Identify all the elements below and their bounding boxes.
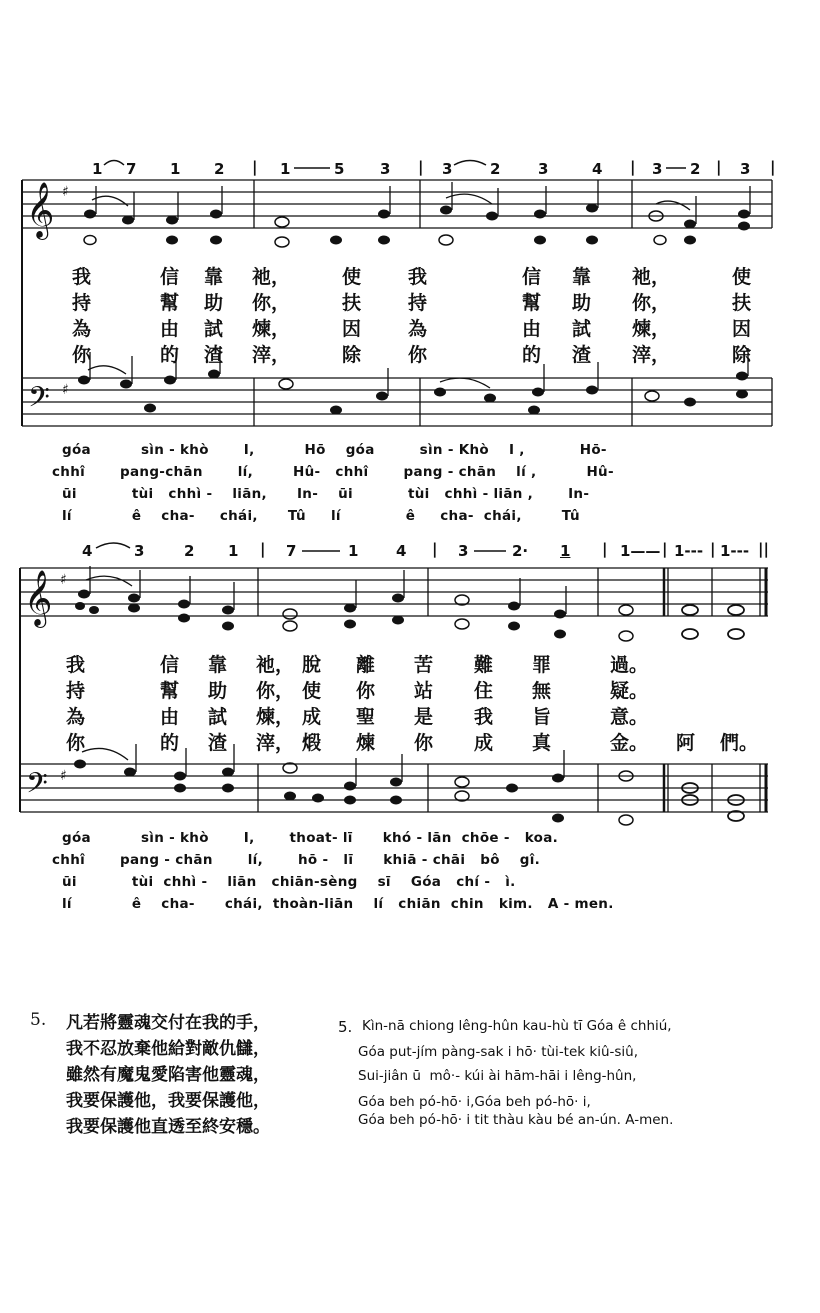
svg-text:𝄞: 𝄞 [26, 182, 55, 238]
number: 4 [396, 542, 407, 560]
verse-line: Sui-jiân ū mô·- kúi ài hām-hāi i lêng-hûn, [358, 1068, 637, 1084]
bar: | [260, 540, 266, 558]
svg-text:♯: ♯ [62, 382, 69, 398]
bar: | [710, 540, 716, 558]
bar: | [252, 158, 258, 176]
bar: | [418, 158, 424, 176]
lyric-line: chhî pang-chān lí, Hû- chhî pang - chān lí , Hû- [52, 464, 614, 480]
number: 3 [134, 542, 145, 560]
number: 2 [690, 160, 701, 178]
number: 4 [82, 542, 93, 560]
number: 1 [170, 160, 181, 178]
number: 5 [334, 160, 345, 178]
verse-line: 雖然有魔鬼愛陷害他靈魂， [66, 1065, 270, 1085]
number: 1 [92, 160, 103, 178]
svg-text:♯: ♯ [60, 768, 67, 784]
svg-text:𝄢: 𝄢 [28, 381, 50, 421]
number: 7 [126, 160, 137, 178]
number: 2· [512, 542, 529, 560]
bass-staff-1 [22, 378, 772, 426]
number: 2 [490, 160, 501, 178]
lyric-line: lí ê cha- chái, thoàn-liān lí chiān chin kim. A - men. [62, 896, 614, 912]
verse-line: 我要保護他直透至終安穩。 [66, 1117, 270, 1137]
verse-line: 我不忍放棄他給對敵仇讎， [66, 1039, 270, 1059]
number: 2 [184, 542, 195, 560]
verse-line: 我要保護他，我要保護他， [66, 1091, 270, 1111]
verse-line: 凡若將靈魂交付在我的手， [66, 1013, 270, 1033]
number: 1 [348, 542, 359, 560]
lyric-line: ūi tùi chhì - liān chiān-sèng sī Góa chí - ì. [62, 874, 516, 890]
bar: | [662, 540, 668, 558]
bar: || [758, 540, 769, 558]
svg-text:♯: ♯ [60, 572, 67, 588]
verse-number: 5. [338, 1018, 353, 1036]
verse-line: Góa beh pó-hō· i,Góa beh pó-hō· i, [358, 1094, 591, 1110]
svg-text:♯: ♯ [62, 184, 69, 200]
number: 3 [740, 160, 751, 178]
number: 1 [280, 160, 291, 178]
lyric-line: ūi tùi chhì - liān, In- ūi tùi chhì - liān , In- [62, 486, 590, 502]
number: 2 [214, 160, 225, 178]
bar: | [602, 540, 608, 558]
lyric-line: lí ê cha- chái, Tû lí ê cha- chái, Tû [62, 508, 580, 524]
number: 4 [592, 160, 603, 178]
number: 3 [538, 160, 549, 178]
number: 1--- [674, 542, 704, 560]
bar: | [630, 158, 636, 176]
svg-text:𝄢: 𝄢 [26, 767, 48, 807]
number: 1 [560, 542, 571, 560]
bar: | [432, 540, 438, 558]
bar: | [770, 158, 776, 176]
number: 1 [228, 542, 239, 560]
verse-line: Góa put-jím pàng-sak i hō· tùi-tek kiû-siû, [358, 1044, 639, 1060]
lyric-line: góa sìn - khò I, thoat- lī khó - lān chōe - koa. [62, 830, 559, 846]
verse-line: Kìn-nā chiong lêng-hûn kau-hù tī Góa ê chhiú, [362, 1018, 672, 1034]
lyric-line: góa sìn - khò I, Hō góa sìn - Khò I , Hō- [62, 442, 607, 458]
number: 1—— [620, 542, 661, 560]
verse-line: Góa beh pó-hō· i tit thàu kàu bé an-ún. A-men. [358, 1112, 674, 1128]
number: 3 [442, 160, 453, 178]
number: 3 [458, 542, 469, 560]
number: 3 [380, 160, 391, 178]
number: 3 [652, 160, 663, 178]
bar: | [716, 158, 722, 176]
svg-text:𝄞: 𝄞 [24, 570, 53, 626]
lyric-line: chhî pang - chān lí, hō - lī khiā - chāi bô gî. [52, 852, 541, 868]
number: 7 [286, 542, 297, 560]
number: 1--- [720, 542, 750, 560]
verse-number: 5. [30, 1010, 47, 1030]
